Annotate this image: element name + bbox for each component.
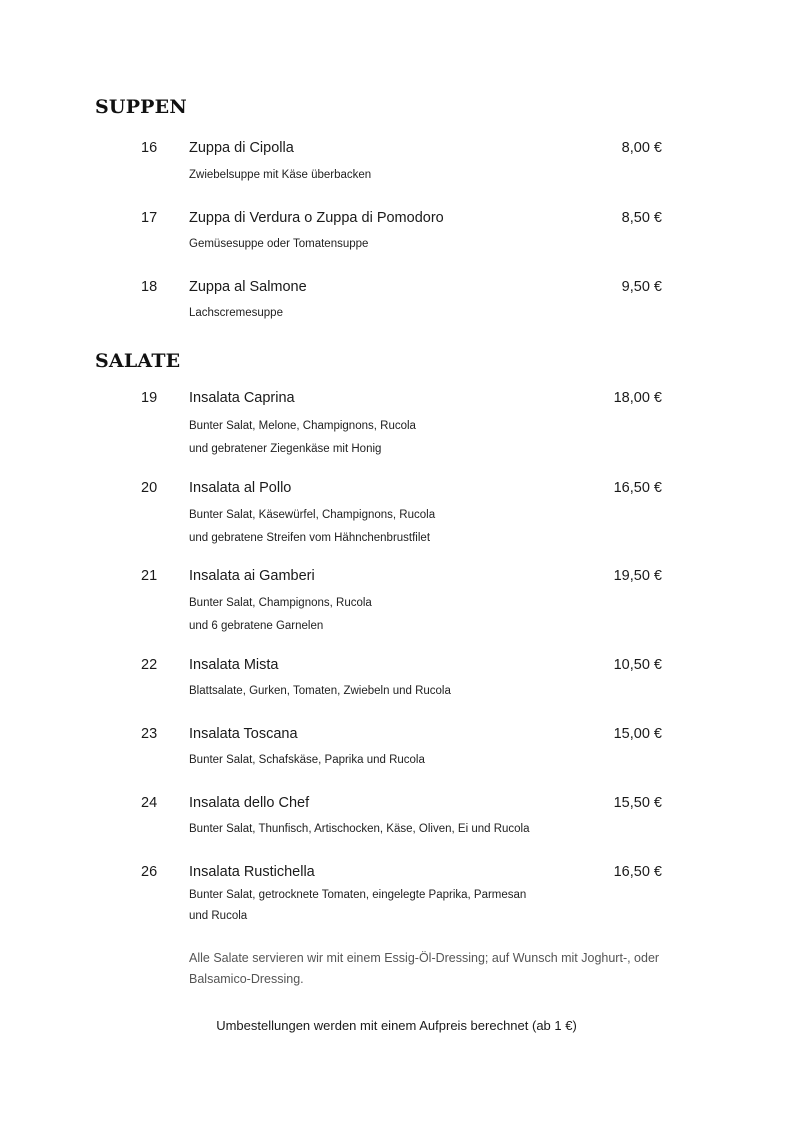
item-price: 9,50 € <box>621 279 662 295</box>
item-name: Zuppa di Verdura o Zuppa di Pomodoro <box>189 210 444 226</box>
item-name: Zuppa al Salmone <box>189 279 307 295</box>
item-price: 8,50 € <box>621 210 662 226</box>
item-number: 18 <box>141 279 158 295</box>
item-number: 17 <box>141 210 158 226</box>
item-number: 24 <box>141 795 158 811</box>
salad-dressing-note: Alle Salate servieren wir mit einem Essig-Öl-Dressing; auf Wunsch mit Joghurt-, oder Balsamico-Dressing. <box>189 951 660 986</box>
item-price: 15,00 € <box>613 726 662 742</box>
item-description: Bunter Salat, getrocknete Tomaten, eingelegte Paprika, Parmesan <box>189 889 527 901</box>
item-name: Zuppa di Cipolla <box>189 140 294 156</box>
item-number: 20 <box>141 480 158 496</box>
item-price: 16,50 € <box>613 480 662 496</box>
item-description: Bunter Salat, Melone, Champignons, Rucola <box>189 420 416 432</box>
item-description: Bunter Salat, Schafskäse, Paprika und Rucola <box>189 754 425 766</box>
item-description: Bunter Salat, Käsewürfel, Champignons, Rucola <box>189 509 436 521</box>
item-description: und gebratener Ziegenkäse mit Honig <box>189 443 382 455</box>
item-name: Insalata Toscana <box>189 726 298 742</box>
item-price: 10,50 € <box>613 657 662 673</box>
item-number: 16 <box>141 140 158 156</box>
section-title-salate: SALATE <box>95 350 181 372</box>
footer-note: Umbestellungen werden mit einem Aufpreis berechnet (ab 1 €) <box>216 1018 577 1033</box>
item-name: Insalata dello Chef <box>189 795 310 811</box>
item-description: und gebratene Streifen vom Hähnchenbrustfilet <box>189 532 431 544</box>
item-name: Insalata Caprina <box>189 390 295 406</box>
item-description: Bunter Salat, Champignons, Rucola <box>189 597 372 609</box>
item-number: 23 <box>141 726 158 742</box>
item-description: Lachscremesuppe <box>189 307 283 319</box>
item-price: 16,50 € <box>613 864 662 880</box>
item-description: Bunter Salat, Thunfisch, Artischocken, Käse, Oliven, Ei und Rucola <box>189 823 530 835</box>
item-description: Zwiebelsuppe mit Käse überbacken <box>189 169 372 181</box>
item-price: 8,00 € <box>621 140 662 156</box>
item-number: 26 <box>141 864 158 880</box>
item-description: Blattsalate, Gurken, Tomaten, Zwiebeln und Rucola <box>189 685 451 697</box>
item-name: Insalata Rustichella <box>189 864 315 880</box>
item-name: Insalata al Pollo <box>189 480 292 496</box>
item-price: 15,50 € <box>613 795 662 811</box>
item-description: und Rucola <box>189 910 248 922</box>
item-price: 19,50 € <box>613 568 662 584</box>
item-description: Gemüsesuppe oder Tomatensuppe <box>189 238 369 250</box>
item-name: Insalata Mista <box>189 657 279 673</box>
item-number: 19 <box>141 390 158 406</box>
item-description: und 6 gebratene Garnelen <box>189 620 324 632</box>
section-title-suppen: SUPPEN <box>95 96 187 118</box>
item-name: Insalata ai Gamberi <box>189 568 315 584</box>
item-price: 18,00 € <box>613 390 662 406</box>
item-number: 22 <box>141 657 158 673</box>
item-number: 21 <box>141 568 158 584</box>
